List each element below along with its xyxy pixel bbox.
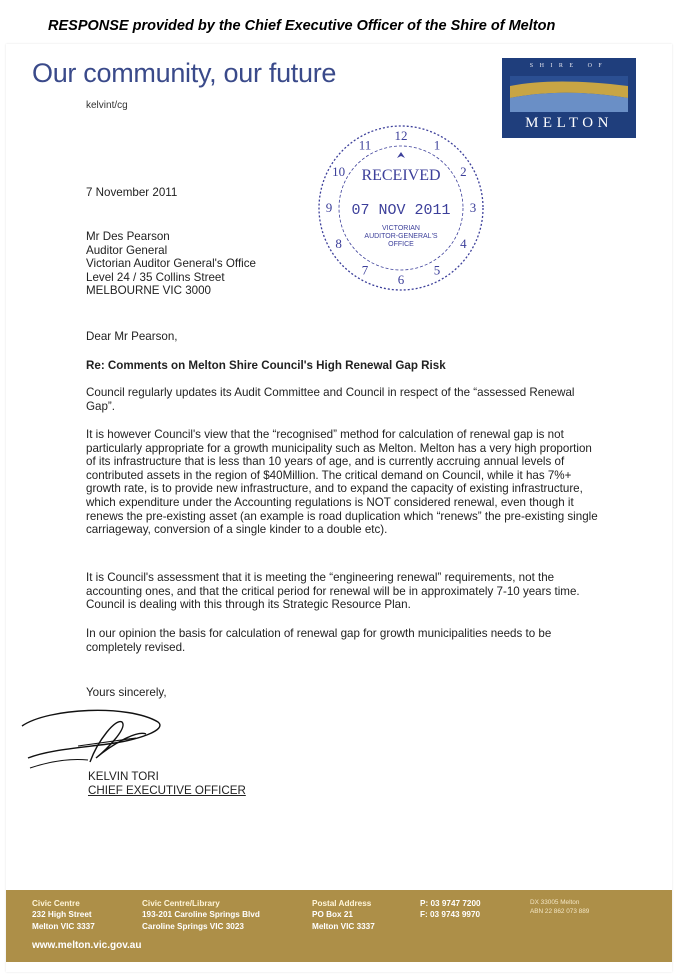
footer-website-link[interactable]: www.melton.vic.gov.au (32, 940, 142, 951)
address-line: Mr Des Pearson (86, 230, 170, 243)
stamp-office-2: AUDITOR-GENERAL'S (364, 233, 438, 240)
stamp-office-1: VICTORIAN (382, 225, 420, 232)
letter-date: 7 November 2011 (86, 186, 178, 199)
paragraph-1: Council regularly updates its Audit Committee and Council in respect of the “assessed Renewal Gap”. (86, 386, 575, 413)
signatory-name: KELVIN TORI (88, 770, 159, 783)
stamp-clock-number: 4 (460, 236, 467, 251)
footer-postal-title: Postal Address (312, 899, 372, 908)
stamp-clock-number: 8 (335, 236, 342, 251)
footer-postal-line: PO Box 21 (312, 910, 353, 920)
address-line: Level 24 / 35 Collins Street (86, 270, 225, 284)
stamp-clock-number: 2 (460, 164, 467, 179)
footer-civic-title: Civic Centre (32, 899, 80, 908)
stamp-date: 07 NOV 2011 (351, 202, 451, 219)
footer-abn: ABN 22 862 073 889 (530, 908, 590, 915)
address-line: MELBOURNE VIC 3000 (86, 284, 212, 298)
footer-library-title: Civic Centre/Library (142, 899, 220, 908)
reference-code: kelvint/cg (86, 100, 128, 111)
subject-line: Re: Comments on Melton Shire Council's High Renewal Gap Risk (86, 359, 446, 372)
footer-civic-line: 232 High Street (32, 910, 92, 920)
footer-dx: DX 33005 Melton (530, 899, 580, 906)
address-line: Auditor General (86, 243, 168, 257)
footer-phone: P: 03 9747 7200 (420, 899, 481, 908)
stamp-clock-number: 7 (361, 262, 369, 278)
footer-library-line: Caroline Springs VIC 3023 (142, 921, 244, 931)
recipient-address (86, 230, 256, 298)
stamp-clock-number: 12 (394, 128, 408, 143)
stamp-clock-number: 5 (433, 262, 441, 278)
salutation: Dear Mr Pearson, (86, 330, 178, 343)
stamp-title: RECEIVED (361, 167, 441, 184)
stamp-clock-number: 6 (397, 272, 405, 287)
footer-postal-line: Melton VIC 3337 (312, 921, 375, 931)
address-line: Victorian Auditor General's Office (86, 257, 256, 271)
received-stamp (312, 122, 490, 294)
logo-shire-text: SHIRE OF (529, 63, 609, 69)
paragraph-4: In our opinion the basis for calculation of renewal gap for growth municipalities needs to be completely revised. (86, 627, 552, 654)
letterhead-slogan: Our community, our future (32, 58, 337, 88)
melton-logo (502, 58, 636, 138)
footer-library (142, 898, 260, 932)
footer-bar (6, 890, 672, 962)
stamp-clock-number: 1 (433, 137, 441, 153)
stamp-clock-number: 10 (332, 164, 346, 179)
footer-library-line: 193-201 Caroline Springs Blvd (142, 910, 260, 920)
handwritten-signature (18, 700, 168, 772)
footer-postal (312, 898, 375, 932)
paragraph-3: It is Council's assessment that it is meeting the “engineering renewal” requirements, not the accounting ones, and that the critical period for renewal will be in approximately 7-10 years time. Council is dealing with this through its Strategic Resource Plan. (86, 571, 580, 612)
footer-fax: F: 03 9743 9970 (420, 910, 481, 920)
paragraph-2: It is however Council's view that the “recognised” method for calculation of renewal gap is not particularly appropriate for a growth municipality such as Melton. Melton has a very high proportion of its infrastructure that is less than 10 years of age, and is currently accruing annual levels of contributed assets in the region of $40Million. The critical demand on Council, while it has 7%+ growth rate, is to provide new infrastructure, and to expand the capacity of existing infrastructure, which expenditure under the Accounting regulations is NOT considered renewal, even though it renews the pre-existing asset (an example is road duplication which “renews” the pre-existing single carriageway, conversion of a single kinder to a double etc). (86, 428, 598, 537)
footer-civic-centre (32, 898, 95, 932)
stamp-clock-number: 11 (358, 137, 372, 153)
footer-registration (530, 898, 589, 916)
logo-landscape-icon (510, 76, 628, 112)
stamp-office-3: OFFICE (388, 241, 414, 248)
closing: Yours sincerely, (86, 686, 167, 699)
stamp-clock-number: 9 (325, 200, 333, 215)
footer-civic-line: Melton VIC 3337 (32, 921, 95, 931)
footer-contact (420, 898, 481, 921)
page-heading: RESPONSE provided by the Chief Executive Officer of the Shire of Melton (48, 18, 556, 34)
logo-melton-text: MELTON (525, 115, 613, 131)
signatory-title: CHIEF EXECUTIVE OFFICER (88, 784, 246, 797)
stamp-clock-number: 3 (469, 200, 477, 215)
